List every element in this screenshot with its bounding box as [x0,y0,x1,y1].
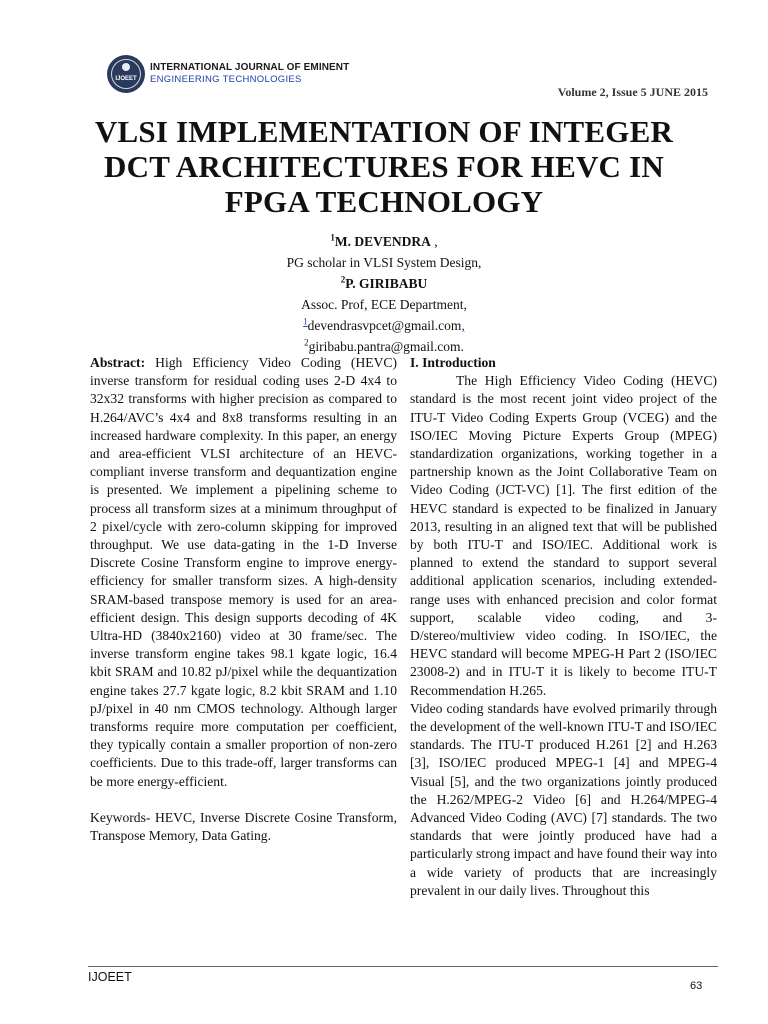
journal-name [150,62,349,86]
author-2-affiliation [0,294,768,315]
keywords: Keywords- HEVC, Inverse Discrete Cosine Transform, Transpose Memory, Data Gating. [90,809,397,844]
author-1-suffix: , [430,234,438,249]
email-1 [0,315,768,336]
author-1-sup: 1 [330,232,335,243]
title-line-2: DCT ARCHITECTURES FOR HEVC IN [104,149,664,184]
title-line-1: VLSI IMPLEMENTATION OF INTEGER [94,114,674,149]
logo-text: IJOEET [115,76,137,82]
email-1-address[interactable]: devendrasvpcet@gmail.com [307,318,462,333]
volume-issue: Volume 2, Issue 5 JUNE 2015 [557,85,708,99]
intro-heading: I. Introduction [410,355,496,370]
author-2-affil-part-a: Assoc. Prof [301,297,365,312]
page-number: 63 [690,980,703,992]
author-2-affil-part-b: , ECE Department, [364,297,467,312]
paper-title [60,114,708,219]
title-line-3: FPGA TECHNOLOGY [224,184,544,219]
email-1-sup[interactable]: 1 [303,316,308,327]
author-1-name: M. DEVENDRA [334,234,431,249]
footer-divider [88,966,718,967]
left-column [90,354,397,845]
abstract-text: High Efficiency Video Coding (HEVC) inverse transform for residual coding uses 2-D 4x4 to 32x32 transforms with higher precision as compared to H.264/AVC’s 4x4 and 8x8 transforms resulting in an increased hardware complexity. In this paper, an energy and area-efficient VLSI architecture of an HEVC-compliant inverse transform and dequantization engine is presented. We implement a pipelining scheme to process all transform sizes at a minimum throughput of 2 pixel/cycle with zero-column skipping for improved throughput. We use data-gating in the 1-D Inverse Discrete Cosine Transform engine to improve energy-efficiency for smaller transform sizes. A high-density SRAM-based transpose memory is used for an area-efficient design. This design supports decoding of 4K Ultra-HD (3840x2160) video at 30 frame/sec. The inverse transform engine takes 98.1 kgate logic, 16.4 kbit SRAM and 10.82 pJ/pixel while the dequantization engine takes 27.7 kgate logic, 8.2 kbit SRAM and 1.10 pJ/pixel in 40 nm CMOS technology. Although larger transforms require more computation per coefficient, they typically contain a smaller proportion of non-zero coefficients. Due to this trade-off, larger transforms can be more energy-efficient. [90,355,397,789]
paragraph-gap [90,791,397,809]
journal-name-line2: ENGINEERING TECHNOLOGIES [150,74,302,85]
intro-paragraph-1: The High Efficiency Video Coding (HEVC) standard is the most recent joint video project of the ITU-T Video Coding Experts Group (VCEG) and the ISO/IEC Moving Picture Experts Group (MPEG) standardization organizations, working together in a partnership known as the Joint Collaborative Team on Video Coding (JCT-VC) [1]. The first edition of the HEVC standard is expected to be finalized in January 2013, resulting in an aligned text that will be published by both ITU-T and ISO/IEC. Additional work is planned to extend the standard to support several additional application scenarios, including extended-range uses with enhanced precision and color format support, scalable video coding, and 3-D/stereo/multiview video coding. In ISO/IEC, the HEVC standard will become MPEG-H Part 2 (ISO/IEC 23008-2) and in ITU-T it is likely to become ITU-T Recommendation H.265. [410,373,717,698]
email-2-address[interactable]: giribabu.pantra@gmail.com. [308,339,464,354]
journal-name-line1: INTERNATIONAL JOURNAL OF EMINENT [150,62,350,73]
email-1-tail: , [461,318,465,333]
footer-journal-abbrev: IJOEET [88,970,132,984]
author-2-name: P. GIRIBABU [345,276,428,291]
abstract-label: Abstract: [90,355,146,370]
abstract-paragraph [90,354,397,791]
journal-logo [106,54,146,94]
author-block [0,231,768,357]
author-1 [0,231,768,252]
right-column [410,354,717,900]
author-1-affiliation: PG scholar in VLSI System Design, [286,255,482,270]
email-2-sup: 2 [304,337,309,348]
author-2-sup: 2 [340,274,346,285]
author-2 [0,273,768,294]
intro-paragraph-2: Video coding standards have evolved primarily through the development of the well-known ITU-T and ISO/IEC standards. The ITU-T produced H.261 [2] and H.263 [3], ISO/IEC produced MPEG-1 [4] and MPEG-4 Visual [5], and the two organizations jointly produced the H.262/MPEG-2 Video [6] and H.264/MPEG-4 Advanced Video Coding (AVC) [7] standards. The two standards that were jointly produced have had a particularly strong impact and have found their way into a wide variety of products that are increasingly prevalent in our daily lives. Throughout this [410,700,717,898]
